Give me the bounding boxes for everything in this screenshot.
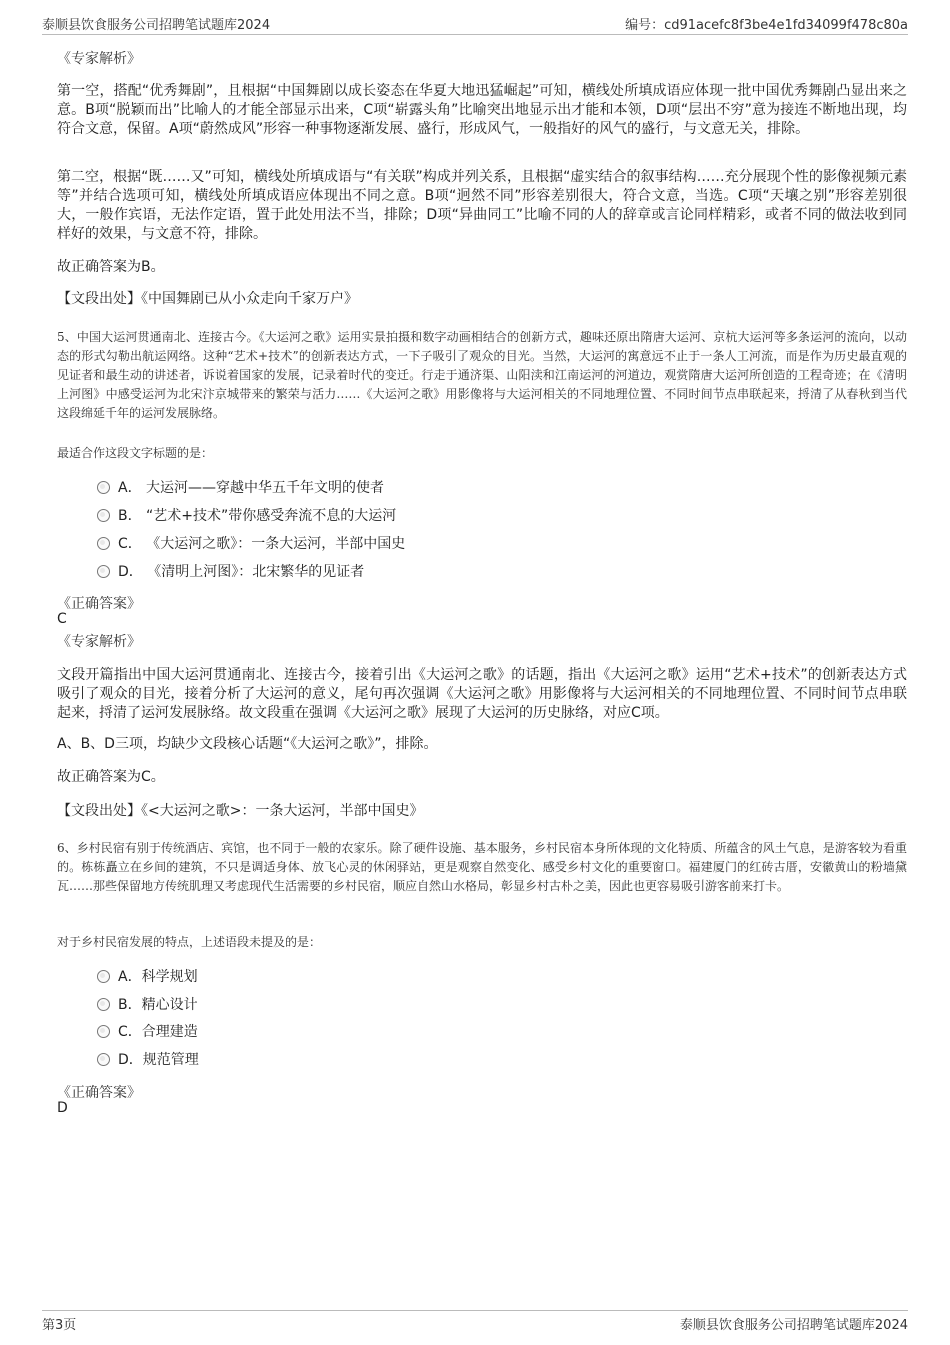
header-divider (42, 34, 908, 35)
q6-question-text: 6、乡村民宿有别于传统酒店、宾馆，也不同于一般的农家乐。除了硬件设施、基本服务，乡村民宿本身所体现的文化特质、所蕴含的风土气息，是游客较为看重的。栋栋矗立在乡间的建筑，不只是调适身体、放飞心灵的休闲驿站，更是观察自然变化、感受乡村文化的重要窗口。福建厦门的红砖古厝，安徽黄山的粉墙黛瓦……那些保留地方传统肌理又考虑现代生活需要的乡村民宿，顺应自然山水格局，彰显乡村古朴之美，因此也更容易吸引游客前来打卡。 (57, 841, 907, 893)
q6-option-d-label: D．规范管理 (118, 1052, 199, 1068)
q5-source: 【文段出处】《<大运河之歌>：一条大运河，半部中国史》 (57, 803, 424, 819)
q5-option-c[interactable] (97, 534, 405, 554)
q6-option-c-label: C．合理建造 (118, 1024, 198, 1040)
q6-option-a[interactable] (97, 967, 198, 987)
q6-prompt: 对于乡村民宿发展的特点，上述语段未提及的是： (57, 935, 322, 949)
q5-answer: C (57, 611, 67, 627)
radio-icon[interactable] (97, 970, 110, 983)
q6-answer: D (57, 1100, 68, 1116)
q6-option-a-label: A．科学规划 (118, 969, 198, 985)
q5-analysis-label: 《专家解析》 (57, 634, 141, 650)
q5-option-d[interactable] (97, 562, 364, 582)
q5-analysis-p3: 故正确答案为C。 (57, 769, 165, 785)
radio-icon[interactable] (97, 481, 110, 494)
header-title: 泰顺县饮食服务公司招聘笔试题库2024 (42, 18, 271, 33)
radio-icon[interactable] (97, 565, 110, 578)
radio-icon[interactable] (97, 537, 110, 550)
footer-divider (42, 1310, 908, 1311)
q5-option-b-label: B． “艺术+技术”带你感受奔流不息的大运河 (118, 508, 397, 524)
q5-answer-label: 《正确答案》 (57, 596, 141, 612)
q6-option-d[interactable] (97, 1050, 199, 1070)
radio-icon[interactable] (97, 509, 110, 522)
footer-title: 泰顺县饮食服务公司招聘笔试题库2024 (679, 1318, 908, 1333)
q5-option-b[interactable] (97, 506, 396, 526)
radio-icon[interactable] (97, 998, 110, 1011)
radio-icon[interactable] (97, 1053, 110, 1066)
q4-source: 【文段出处】《中国舞剧已从小众走向千家万户》 (57, 291, 358, 307)
q6-option-b[interactable] (97, 995, 198, 1015)
q5-question-text: 5、中国大运河贯通南北、连接古今。《大运河之歌》运用实景拍摄和数字动画相结合的创新方式，趣味还原出隋唐大运河、京杭大运河等多条运河的流向，以动态的形式勾勒出航运网络。这种“艺术+技术”的创新表达方式，一下子吸引了观众的目光。当然，大运河的寓意远不止于一条人工河流，而是作为历史最直观的见证者和最生动的讲述者，诉说着国家的发展，记录着时代的变迁。行走于通济渠、山阳渎和江南运河的河道边，观赏隋唐大运河所创造的工程奇迹；在《清明上河图》中感受运河为北宋汴京城带来的繁荣与活力……《大运河之歌》用影像将与大运河相关的不同地理位置、不同时间节点串联起来，捋清了从春秋到当代这段绵延千年的运河发展脉络。 (57, 330, 907, 420)
radio-icon[interactable] (97, 1025, 110, 1038)
q4-analysis-p1: 第一空，搭配“优秀舞剧”，且根据“中国舞剧以成长姿态在华夏大地迅猛崛起”可知，横线处所填成语应体现一批中国优秀舞剧凸显出来之意。B项“脱颖而出”比喻人的才能全部显示出来，C项“崭露头角”比喻突出地显示出才能和本领，D项“层出不穷”意为接连不断地出现，均符合文意，保留。A项“蔚然成风”形容一种事物逐渐发展、盛行，形成风气，一般指好的风气的盛行，与文意无关，排除。 (57, 83, 907, 137)
q5-analysis-p1: 文段开篇指出中国大运河贯通南北、连接古今，接着引出《大运河之歌》的话题，指出《大运河之歌》运用“艺术+技术”的创新表达方式吸引了观众的目光，接着分析了大运河的意义，尾句再次强调《大运河之歌》用影像将与大运河相关的不同地理位置、不同时间节点串联起来，捋清了运河发展脉络。故文段重在强调《大运河之歌》展现了大运河的历史脉络，对应C项。 (57, 667, 907, 721)
q4-analysis-p2: 第二空，根据“既……又”可知，横线处所填成语与“有关联”构成并列关系，且根据“虚实结合的叙事结构……充分展现个性的影像视频元素等”并结合选项可知，横线处所填成语应体现出不同之意。B项“迥然不同”形容差别很大，符合文意，当选。C项“天壤之别”形容差别很大，一般作宾语，无法作定语，置于此处用法不当，排除；D项“异曲同工”比喻不同的人的辞章或言论同样精彩，或者不同的做法收到同样好的效果，与文意不符，排除。 (57, 169, 907, 242)
q5-option-a[interactable] (97, 478, 384, 498)
q4-analysis-p3: 故正确答案为B。 (57, 259, 165, 275)
q6-option-c[interactable] (97, 1022, 198, 1042)
page-header (42, 10, 908, 32)
q6-answer-label: 《正确答案》 (57, 1085, 141, 1101)
q5-option-c-label: C． 《大运河之歌》：一条大运河，半部中国史 (118, 536, 406, 552)
page-number: 第3页 (42, 1318, 77, 1333)
q5-option-d-label: D． 《清明上河图》：北宋繁华的见证者 (118, 564, 365, 580)
q4-analysis-label: 《专家解析》 (57, 51, 141, 67)
q5-option-a-label: A． 大运河——穿越中华五千年文明的使者 (118, 480, 385, 496)
header-doc-id: 编号：cd91acefc8f3be4e1fd34099f478c80a (625, 18, 908, 33)
q6-option-b-label: B．精心设计 (118, 997, 198, 1013)
q5-prompt: 最适合作这段文字标题的是： (57, 446, 214, 460)
q5-analysis-p2: A、B、D三项，均缺少文段核心话题“《大运河之歌》”，排除。 (57, 736, 438, 752)
